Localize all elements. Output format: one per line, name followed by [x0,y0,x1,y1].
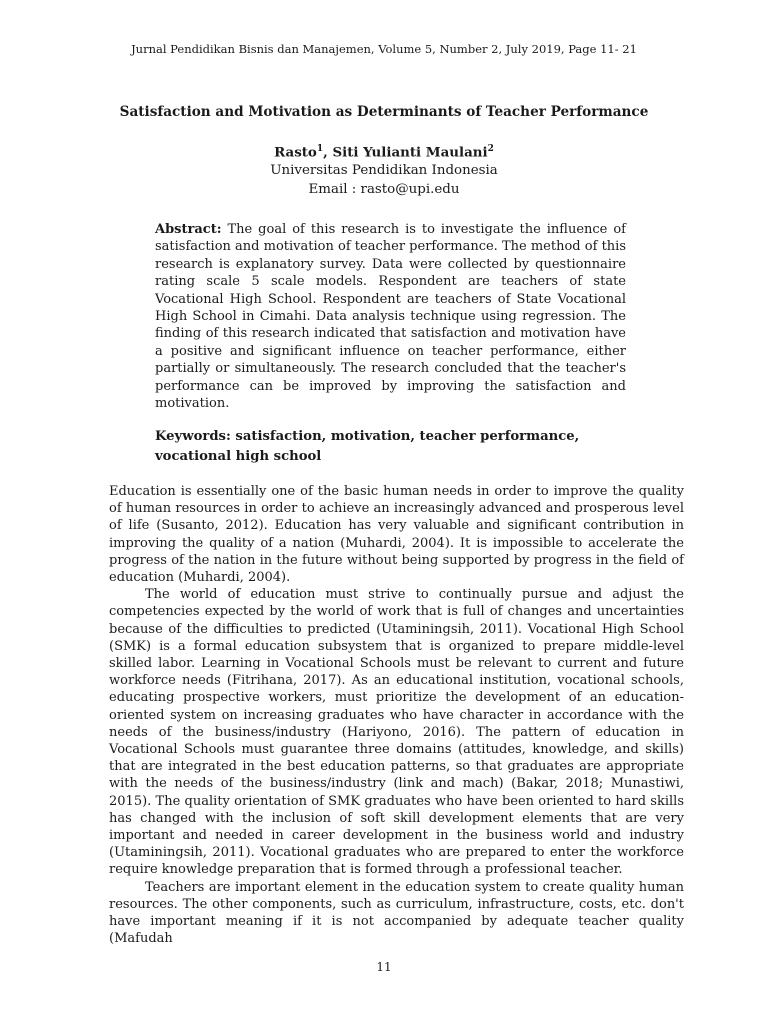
author-2-affil-mark: 2 [487,144,494,154]
keywords-block [155,427,625,467]
keywords-line-2: vocational high school [155,449,322,464]
body-paragraph-3: Teachers are important element in the education system to create quality human resources. The other components, such as curriculum, infrastructure, costs, etc. don't have important meaning if it is not accompanied by adequate teacher quality (Mafudah [109,879,684,947]
author-2: Siti Yulianti Maulani [332,144,488,161]
affiliation: Universitas Pendidikan Indonesia [270,163,498,178]
keywords-line-1: Keywords: satisfaction, motivation, teacher performance, [155,429,580,444]
body-text [109,483,684,947]
abstract-block [155,221,626,412]
body-paragraph-1: Education is essentially one of the basic human needs in order to improve the quality of human resources in order to achieve an increasingly advanced and prosperous level of life (Susanto, 2012). Education has very valuable and significant contribution in improving the quality of a nation (Muhardi, 2004). It is impossible to accelerate the progress of the nation in the future without being supported by progress in the field of education (Muhardi, 2004). [109,484,684,586]
abstract-text: The goal of this research is to investigate the influence of satisfaction and motivation of teacher performance. The method of this research is explanatory survey. Data were collected by questionnaire rating scale 5 scale models. Respondent are teachers of state Vocational High School. Respondent are teachers of State Vocational High School in Cimahi. Data analysis technique using regression. The finding of this research indicated that satisfaction and motivation have a positive and significant influence on teacher performance, either partially or simultaneously. The research concluded that the teacher's performance can be improved by improving the satisfaction and motivation. [155,222,626,412]
page-number: 11 [376,960,392,974]
author-line [0,144,768,160]
journal-header: Jurnal Pendidikan Bisnis dan Manajemen, Volume 5, Number 2, July 2019, Page 11- 21 [131,42,637,56]
author-1-affil-mark: 1 [316,144,324,154]
author-email: Email : rasto@upi.edu [308,182,460,197]
author-separator: , [323,144,333,161]
body-paragraph-2: The world of education must strive to continually pursue and adjust the competencies expected by the world of work that is full of changes and uncertainties because of the difficulties to predicted (Utaminingsih, 2011). Vocational High School (SMK) is a formal education subsystem that is organized to prepare middle-level skilled labor. Learning in Vocational Schools must be relevant to current and future workforce needs (Fitrihana, 2017). As an educational institution, vocational schools, educating prospective workers, must prioritize the development of an education-oriented system on increasing graduates who have character in accordance with the needs of the business/industry (Hariyono, 2016). The pattern of education in Vocational Schools must guarantee three domains (attitudes, knowledge, and skills) that are integrated in the best education patterns, so that graduates are appropriate with the needs of the business/industry (link and mach) (Bakar, 2018; Munastiwi, 2015). The quality orientation of SMK graduates who have been oriented to hard skills has changed with the inclusion of soft skill development elements that are very important and needed in career development in the business world and industry (Utaminingsih, 2011). Vocational graduates who are prepared to enter the workforce require knowledge preparation that is formed through a professional teacher. [109,587,684,878]
paper-title: Satisfaction and Motivation as Determinants of Teacher Performance [119,104,649,120]
abstract-label: Abstract: [155,222,222,237]
author-1: Rasto [274,144,317,161]
